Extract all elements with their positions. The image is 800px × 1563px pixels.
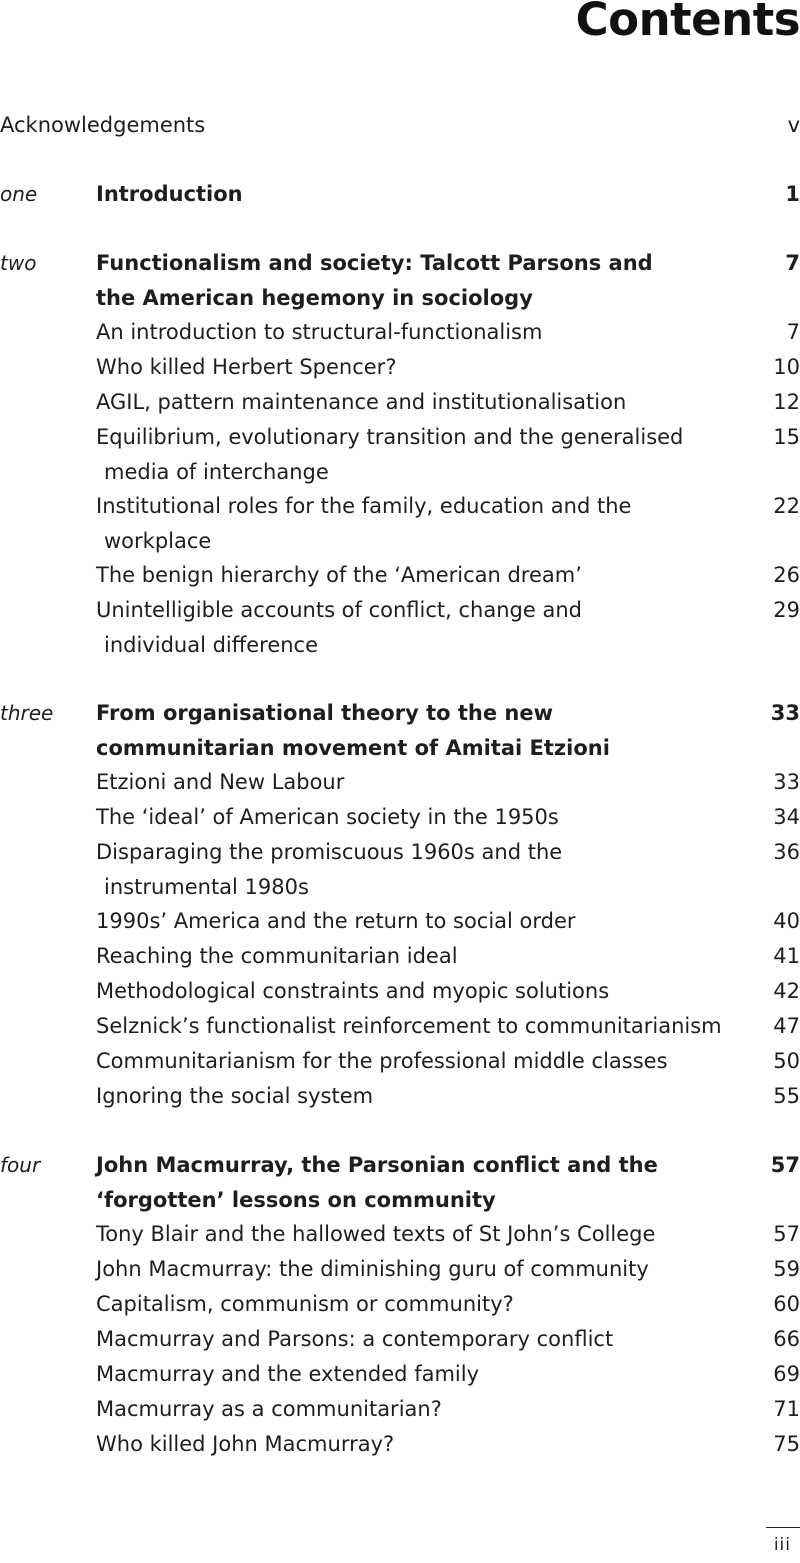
chapter-heading-four[interactable] (0, 1148, 800, 1217)
chapter-number: four (0, 1153, 41, 1177)
toc-section[interactable]: Ignoring the social system 55 (96, 1084, 800, 1108)
toc-section[interactable]: John Macmurray: the diminishing guru of community 59 (96, 1257, 800, 1281)
chapter-title: From organisational theory to the new communitarian movement of Amitai Etzioni (96, 701, 610, 760)
chapter-number: one (0, 182, 38, 206)
toc-section[interactable]: Who killed Herbert Spencer? 10 (96, 355, 800, 379)
toc-section[interactable]: Macmurray as a communitarian? 71 (96, 1397, 800, 1421)
entry-title: Acknowledgements (0, 113, 206, 137)
chapter-heading-one[interactable] (0, 177, 800, 212)
toc-section[interactable]: Macmurray and Parsons: a contemporary conflict 66 (96, 1327, 800, 1351)
page-title: Contents (575, 0, 800, 46)
chapter-page: 57 (770, 1153, 800, 1177)
toc-section[interactable]: Methodological constraints and myopic solutions 42 (96, 979, 800, 1003)
entry-page: v (787, 113, 800, 137)
toc-section[interactable]: The benign hierarchy of the ‘American dream’ 26 (96, 563, 800, 587)
toc-section[interactable]: Institutional roles for the family, education and the workplace 22 (96, 494, 800, 553)
toc-section[interactable]: Communitarianism for the professional middle classes 50 (96, 1049, 800, 1073)
toc-section[interactable]: Disparaging the promiscuous 1960s and the instrumental 1980s 36 (96, 840, 800, 899)
table-of-contents (0, 108, 800, 1462)
chapter-page: 33 (770, 701, 800, 725)
chapter-title: Introduction (96, 182, 243, 206)
toc-section[interactable]: Capitalism, communism or community? 60 (96, 1292, 800, 1316)
toc-entry-acknowledgements[interactable] (0, 108, 800, 143)
toc-section[interactable]: Macmurray and the extended family 69 (96, 1362, 800, 1386)
chapter-heading-two[interactable] (0, 246, 800, 315)
page-number: iii (773, 1535, 791, 1555)
chapter-title: John Macmurray, the Parsonian conflict and the ‘forgotten’ lessons on community (96, 1153, 658, 1212)
chapter-number: two (0, 251, 37, 275)
toc-section[interactable]: An introduction to structural-functionalism 7 (96, 320, 800, 344)
toc-section[interactable]: AGIL, pattern maintenance and institutionalisation 12 (96, 390, 800, 414)
toc-section[interactable]: Unintelligible accounts of conflict, change and individual difference 29 (96, 598, 800, 657)
toc-section[interactable]: The ‘ideal’ of American society in the 1950s 34 (96, 805, 800, 829)
toc-section[interactable]: Tony Blair and the hallowed texts of St John’s College 57 (96, 1222, 800, 1246)
chapter-heading-three[interactable] (0, 696, 800, 765)
toc-section[interactable]: Who killed John Macmurray? 75 (96, 1432, 800, 1456)
toc-section[interactable]: 1990s’ America and the return to social order 40 (96, 909, 800, 933)
chapter-number: three (0, 701, 54, 725)
toc-section[interactable]: Selznick’s functionalist reinforcement to communitarianism 47 (96, 1014, 800, 1038)
chapter-page: 7 (785, 251, 800, 275)
toc-section[interactable]: Etzioni and New Labour 33 (96, 770, 800, 794)
footer-rule (766, 1527, 800, 1528)
toc-section[interactable]: Reaching the communitarian ideal 41 (96, 944, 800, 968)
chapter-title: Functionalism and society: Talcott Parsons and the American hegemony in sociology (96, 251, 653, 310)
chapter-page: 1 (785, 182, 800, 206)
toc-section[interactable]: Equilibrium, evolutionary transition and the generalised media of interchange 15 (96, 425, 800, 484)
